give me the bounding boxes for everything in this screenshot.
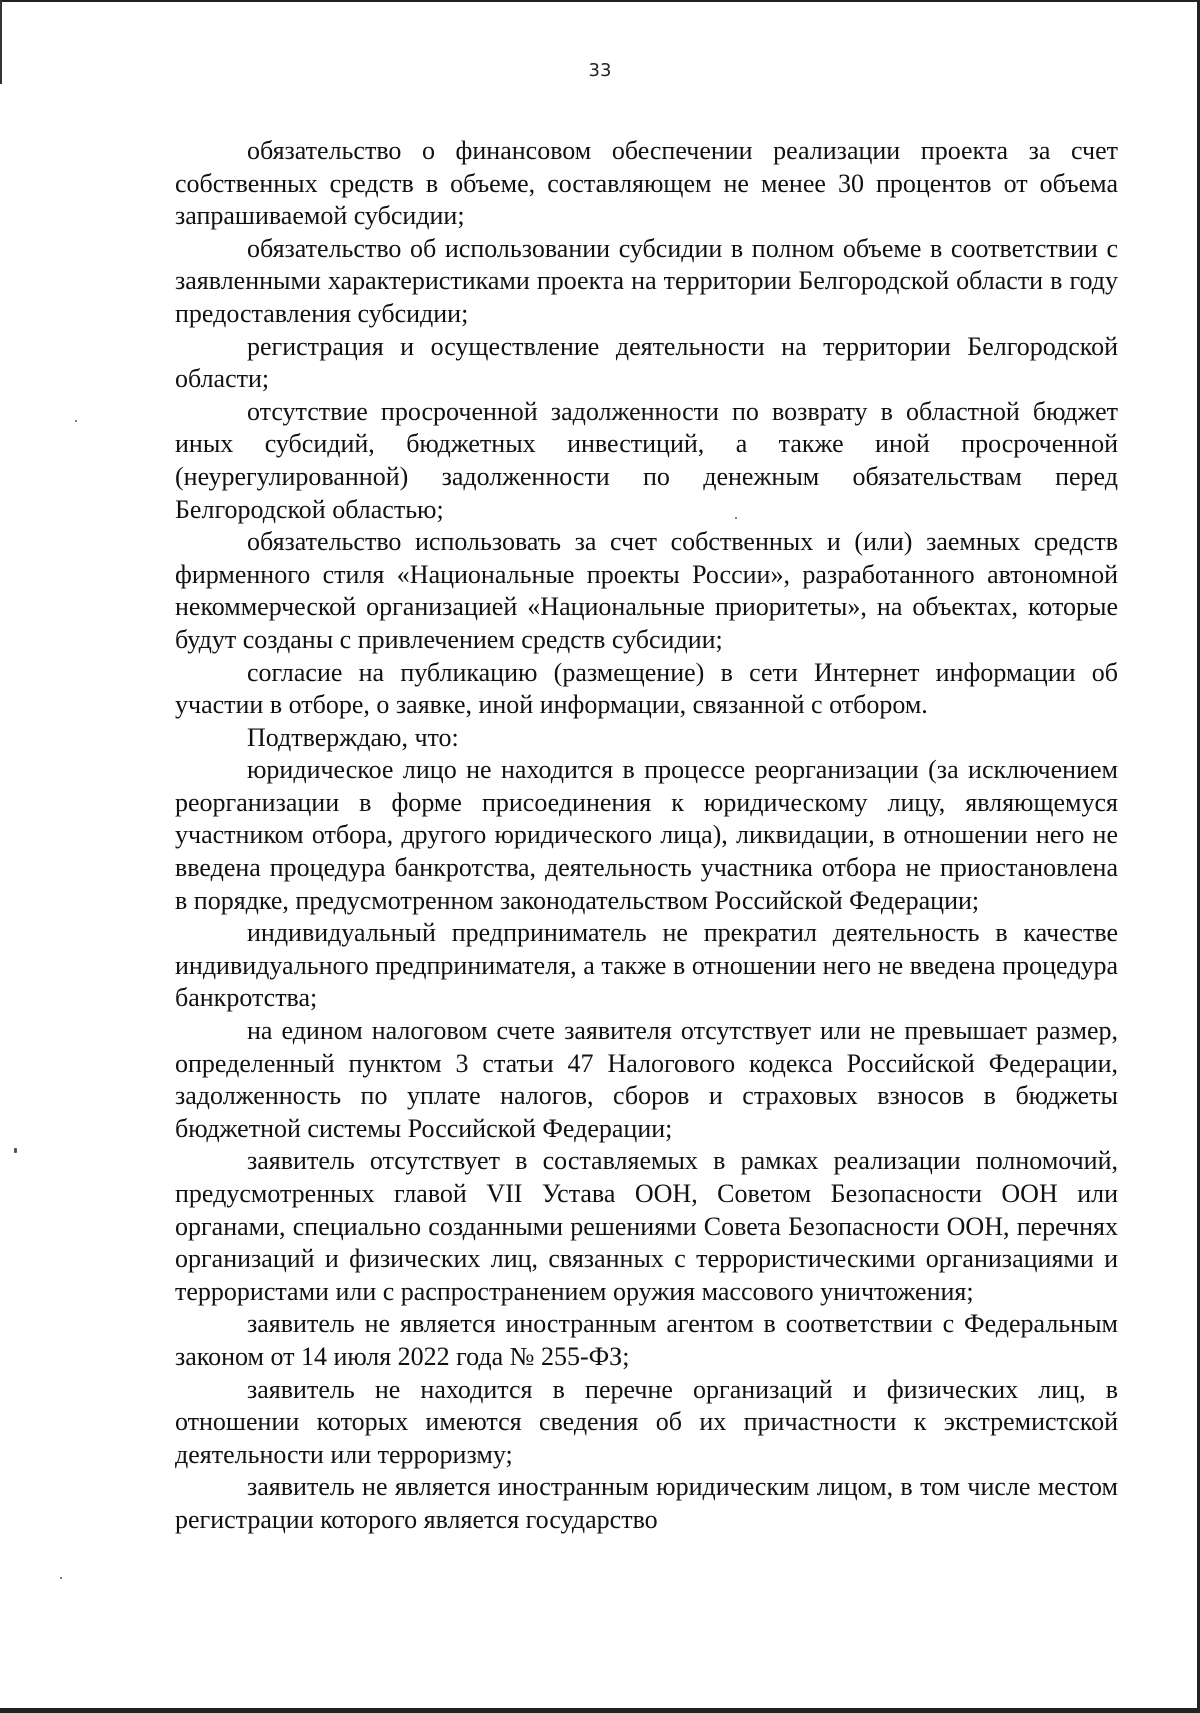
scan-speck [14,1148,17,1153]
paragraph: отсутствие просроченной задолженности по возврату в областной бюджет иных субсидий, бюджетных инвестиций, а также иной просроченной (неурегулированной) задолженности по денежным обязательствам перед Белгородской областью; [175,396,1118,524]
scan-edge-bottom [0,1708,1200,1713]
paragraph: заявитель отсутствует в составляемых в рамках реализации полномочий, предусмотренных главой VII Устава ООН, Советом Безопасности ООН или органами, специально созданными решениями Совета Безопасности ООН, перечнях организаций и физических лиц, связанных с террористическими организациями и террористами или с распространением оружия массового уничтожения; [175,1146,1118,1306]
paragraph: заявитель не является иностранным юридическим лицом, в том числе местом регистрации которого является государство [175,1472,1118,1534]
scan-speck [75,420,77,422]
paragraph: согласие на публикацию (размещение) в сети Интернет информации об участии в отборе, о заявке, иной информации, связанной с отбором. [175,657,1118,720]
document-body [175,135,1118,1537]
paragraph: обязательство о финансовом обеспечении реализации проекта за счет собственных средств в объеме, составляющем не менее 30 процентов от объема запрашиваемой субсидии; [175,136,1118,231]
paragraph: Подтверждаю, что: [247,722,459,752]
scan-edge-top [0,0,1200,2]
paragraph: на едином налоговом счете заявителя отсутствует или не превышает размер, определенный пунктом 3 статьи 47 Налогового кодекса Российской Федерации, задолженность по уплате налогов, сборов и страховых взносов в бюджеты бюджетной системы Российской Федерации; [175,1016,1118,1143]
paragraph: обязательство использовать за счет собственных и (или) заемных средств фирменного стиля «Национальные проекты России», разработанного автономной некоммерческой организацией «Национальные приоритеты», на объектах, которые будут созданы с привлечением средств субсидии; [175,527,1118,654]
paragraph: заявитель не находится в перечне организаций и физических лиц, в отношении которых имеются сведения об их причастности к экстремистской деятельности или терроризму; [175,1374,1118,1469]
paragraph: обязательство об использовании субсидии в полном объеме в соответствии с заявленными характеристиками проекта на территории Белгородской области в году предоставления субсидии; [175,233,1118,328]
scan-speck [60,1577,62,1579]
paragraph: юридическое лицо не находится в процессе реорганизации (за исключением реорганизации в форме присоединения к юридическому лицу, являющемуся участником отбора, другого юридического лица), ликвидации, в отношении него не введена процедура банкротства, деятельность участника отбора не приостановлена в порядке, предусмотренном законодательством Российской Федерации; [175,755,1118,915]
paragraph: заявитель не является иностранным агентом в соответствии с Федеральным законом от 14 июля 2022 года № 255-ФЗ; [175,1309,1118,1371]
paragraph: индивидуальный предприниматель не прекратил деятельность в качестве индивидуального предпринимателя, а также в отношении него не введена процедура банкротства; [175,918,1118,1013]
paragraph: регистрация и осуществление деятельности на территории Белгородской области; [175,331,1118,394]
page-number: 33 [588,60,612,81]
